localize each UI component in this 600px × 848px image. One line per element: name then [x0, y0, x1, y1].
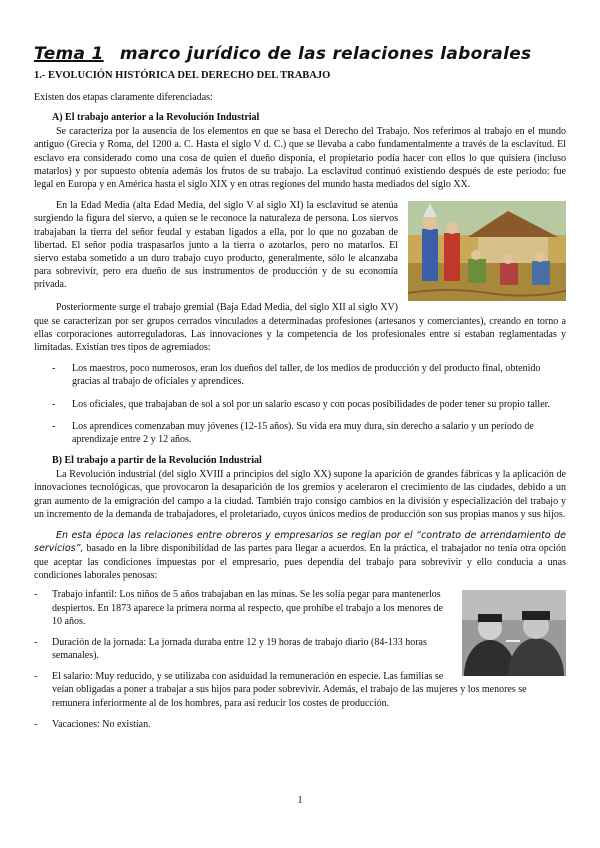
title-subject: marco jurídico de las relaciones laborales [119, 44, 532, 64]
guild-members-list [34, 362, 566, 446]
section-heading: 1.- EVOLUCIÓN HISTÓRICA DEL DERECHO DEL TRABAJO [34, 70, 331, 81]
working-conditions-list [34, 588, 566, 731]
title-topic: Tema 1 [34, 44, 104, 64]
list-item: - Duración de la jornada: La jornada duraba entre 12 y 19 horas de trabajo diario (84-133 horas semanales). [34, 636, 427, 662]
page-number: 1 [297, 795, 303, 806]
list-item: - Trabajo infantil: Los niños de 5 años trabajaban en las minas. Se les solía pegar para mantenerlos despiertos. En 1873 aparece la primera norma al respecto, que prohíbe el trabajo a los menores de 10 años. [34, 588, 566, 628]
paragraph-antiquity: Se caracteriza por la ausencia de los elementos en que se basa el Derecho del Trabajo. Nos referimos al trabajo en el mundo antiguo (Grecia y Roma, del 1200 a. C. Hasta el siglo V d. C.) que se llevaba a cabo fundamentalmente a través de la esclavitud. El esclavo era considerado como una cosa de quien el dueño disponía, el propietario podía hacer con ellos lo que quisiera (incluso matarlos) y por supuesto obtenía además los frutos de su trabajo. La esclavitud continuó existiendo después de este período: fue legal en Europa y en América hasta el siglo XIX y en otras regiones del mundo hasta mediados del siglo XX. [34, 126, 566, 190]
list-item: - Vacaciones: No existían. [34, 718, 151, 730]
handwritten-sentence: En esta época las relaciones entre obreros y empresarios se regían por el “contrato de arrendamiento de servicios”, [34, 529, 566, 555]
subheading-a: A) El trabajo anterior a la Revolución Industrial [52, 112, 260, 124]
intro-paragraph: Existen dos etapas claramente diferenciadas: [34, 92, 213, 103]
paragraph-guilds: Posteriormente surge el trabajo gremial (Baja Edad Media, del siglo XII al siglo XV) que se caracterizan por ser grupos cerrados vinculados a determinadas profesiones (artesanos y comerciantes), creando en torno a ellas corporaciones autorreguladoras. Las innovaciones y la competencia de los profesionales entre sí estaban reglamentadas y limitadas. Existían tres tipos de agremiados: [34, 302, 566, 353]
list-item: - Los maestros, poco numerosos, eran los dueños del taller, de los medios de producción y del producto final, obtenido gracias al trabajo de oficiales y aprendices. [52, 363, 541, 388]
list-item: - Los oficiales, que trabajaban de sol a sol por un salario escaso y con pocas posibilidades de poder tener su propio taller. [52, 398, 550, 410]
list-item: - Los aprendices comenzaban muy jóvenes (12-15 años). Su vida era muy dura, sin derecho a salario y un período de aprendizaje entre 2 y 12 años. [52, 420, 534, 445]
subheading-b: B) El trabajo a partir de la Revolución Industrial [52, 455, 262, 467]
paragraph-industrial-revolution: La Revolución industrial (del siglo XVIII a principios del siglo XX) supone la aparición de grandes fábricas y la aplicación de innovaciones tecnológicas, que provocaron la desaparición de los gremios y aceleraron el crecimiento de las ciudades, debido a un gran aumento de la emigración del campo a la ciudad. También trajo consigo cambios en la división y especialización del trabajo y un incremento de la demanda de trabajadores, el proletariado, cuyos únicos medios de producción son sus propias manos y sus hijos. [34, 469, 566, 520]
list-item: - El salario: Muy reducido, y se utilizaba con asiduidad la remuneración en especie. Las familias se veían obligadas a poner a trabajar a sus hijos para poder sobrevivir. Además, el trabajo de las mujeres y los menores se remunera inferiormente al de los hombres, para así reducir los costes de producción. [34, 671, 527, 709]
paragraph-middle-ages: En la Edad Media (alta Edad Media, del siglo V al siglo XI) la esclavitud se atenúa surgiendo la figura del siervo, a quien se le reconoce la naturaleza de persona. Los siervos trabajaban la tierra del señor feudal y estaban ligados a ella, por lo que no gozaban de libertad. El señor podía traspasarlos junto a la tierra o azotarlos, pero no matarlos. El siervo estaba sometido a un duro trabajo cuyo producto, generalmente, sólo le alcanzaba para sobrevivir, pero era dueño de sus instrumentos de producción y de su economía privada. [34, 200, 398, 291]
child-workers-image [462, 590, 566, 676]
medieval-peasants-image [408, 201, 566, 301]
document-title [34, 44, 566, 64]
paragraph-contract: En esta época las relaciones entre obreros y empresarios se regían por el “contrato de arrendamiento de servicios”, basado en la libre disponibilidad de las partes para llegar a acuerdos. En la práctica, el trabajador no tenía otra opción que aceptar las condiciones impuestas por el empresario, pues dependía del trabajo para sobrevivir y ello conducía a unas condiciones laborales penosas: [34, 529, 566, 582]
